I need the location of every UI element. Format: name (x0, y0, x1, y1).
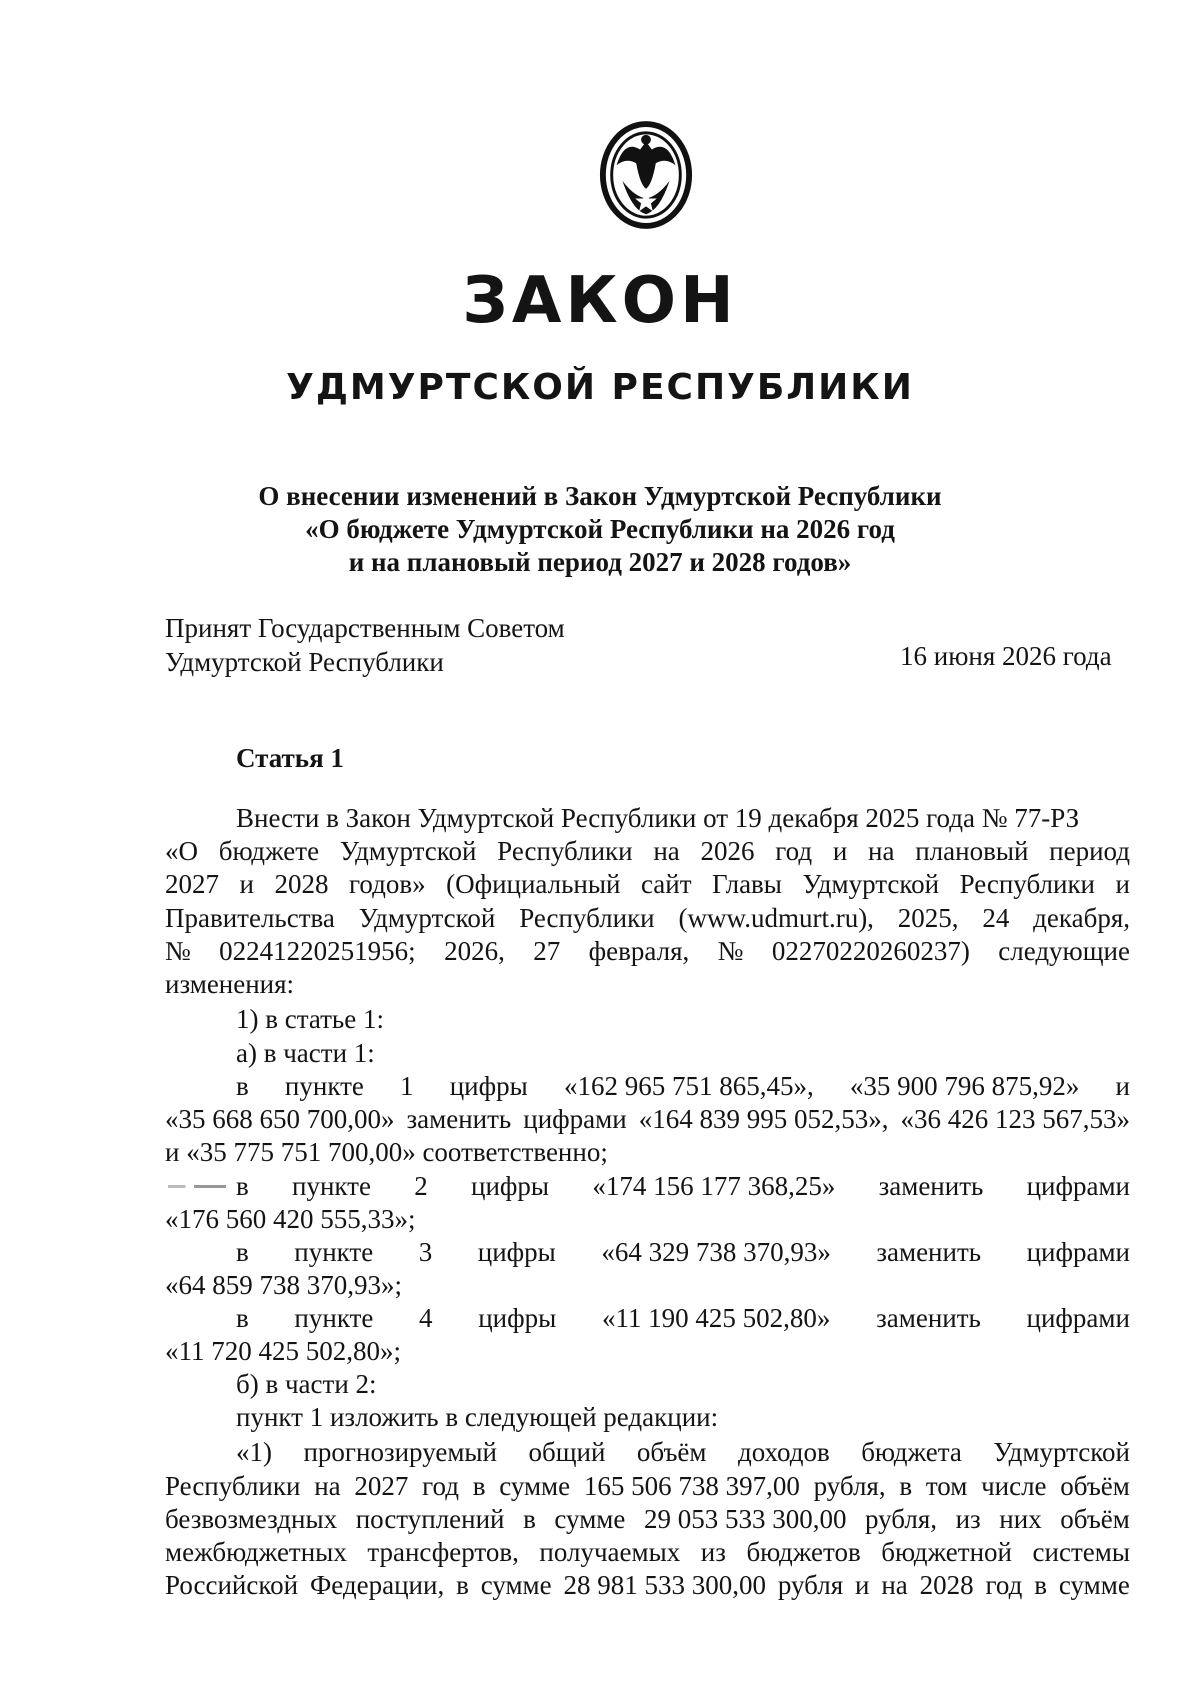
intro-line-4: Правительства Удмуртской Республики (www.udmurt.ru), 2025, 24 декабря, (165, 903, 1130, 933)
point-4-line-2: «11 720 425 502,80»; (165, 1336, 401, 1366)
intro-line-6: изменения: (165, 969, 295, 999)
point-2-line-2: «176 560 420 555,33»; (165, 1204, 416, 1234)
point-3-line-1: в пункте 3 цифры «64 329 738 370,93» заменить цифрами (236, 1237, 1130, 1267)
quote-line-2: Республики на 2027 год в сумме 165 506 738 397,00 рубля, в том числе объём (165, 1471, 1130, 1501)
adopted-by-line-2: Удмуртской Республики (165, 647, 444, 677)
article-heading: Статья 1 (236, 743, 344, 773)
quote-line-4: межбюджетных трансфертов, получаемых из бюджетов бюджетной системы (165, 1537, 1130, 1567)
point-1-line-2: «35 668 650 700,00» заменить цифрами «164 839 995 052,53», «36 426 123 567,53» (165, 1104, 1130, 1134)
item-b: б) в части 2: (236, 1369, 377, 1399)
adoption-date: 16 июня 2026 года (900, 641, 1112, 671)
scan-artifact (168, 1185, 226, 1188)
intro-line-3: 2027 и 2028 годов» (Официальный сайт Главы Удмуртской Республики и (165, 869, 1130, 899)
point-1-line-1: в пункте 1 цифры «162 965 751 865,45», «35 900 796 875,92» и (236, 1071, 1130, 1101)
intro-line-5: № 02241220251956; 2026, 27 февраля, № 02270220260237) следующие (165, 936, 1130, 966)
item-1: 1) в статье 1: (236, 1004, 384, 1034)
adopted-by-line-1: Принят Государственным Советом (165, 613, 565, 643)
quote-line-3: безвозмездных поступлений в сумме 29 053 533 300,00 рубля, из них объём (165, 1504, 1130, 1534)
law-title-line-1: О внесении изменений в Закон Удмуртской Республики (258, 481, 942, 511)
point-2-line-1: в пункте 2 цифры «174 156 177 368,25» заменить цифрами (236, 1171, 1130, 1201)
intro-line-1: Внести в Закон Удмуртской Республики от 19 декабря 2025 года № 77-РЗ (236, 803, 1080, 833)
document-title: ЗАКОН (462, 264, 738, 338)
point-1-line-3: и «35 775 751 700,00» соответственно; (165, 1137, 608, 1167)
point-3-line-2: «64 859 738 370,93»; (165, 1270, 403, 1300)
law-title-line-3: и на плановый период 2027 и 2028 годов» (348, 547, 852, 577)
intro-line-2: «О бюджете Удмуртской Республики на 2026 год и на плановый период (165, 836, 1130, 866)
law-title-line-2: «О бюджете Удмуртской Республики на 2026 год (305, 514, 895, 544)
coat-of-arms-emblem (597, 120, 695, 230)
point-4-line-1: в пункте 4 цифры «11 190 425 502,80» заменить цифрами (236, 1303, 1130, 1333)
document-subtitle: УДМУРТСКОЙ РЕСПУБЛИКИ (286, 367, 914, 408)
quote-line-1: «1) прогнозируемый общий объём доходов бюджета Удмуртской (236, 1437, 1130, 1467)
item-b-text: пункт 1 изложить в следующей редакции: (236, 1402, 719, 1432)
quote-line-5: Российской Федерации, в сумме 28 981 533 300,00 рубля и на 2028 год в сумме (165, 1570, 1130, 1600)
item-a: а) в части 1: (236, 1038, 375, 1068)
